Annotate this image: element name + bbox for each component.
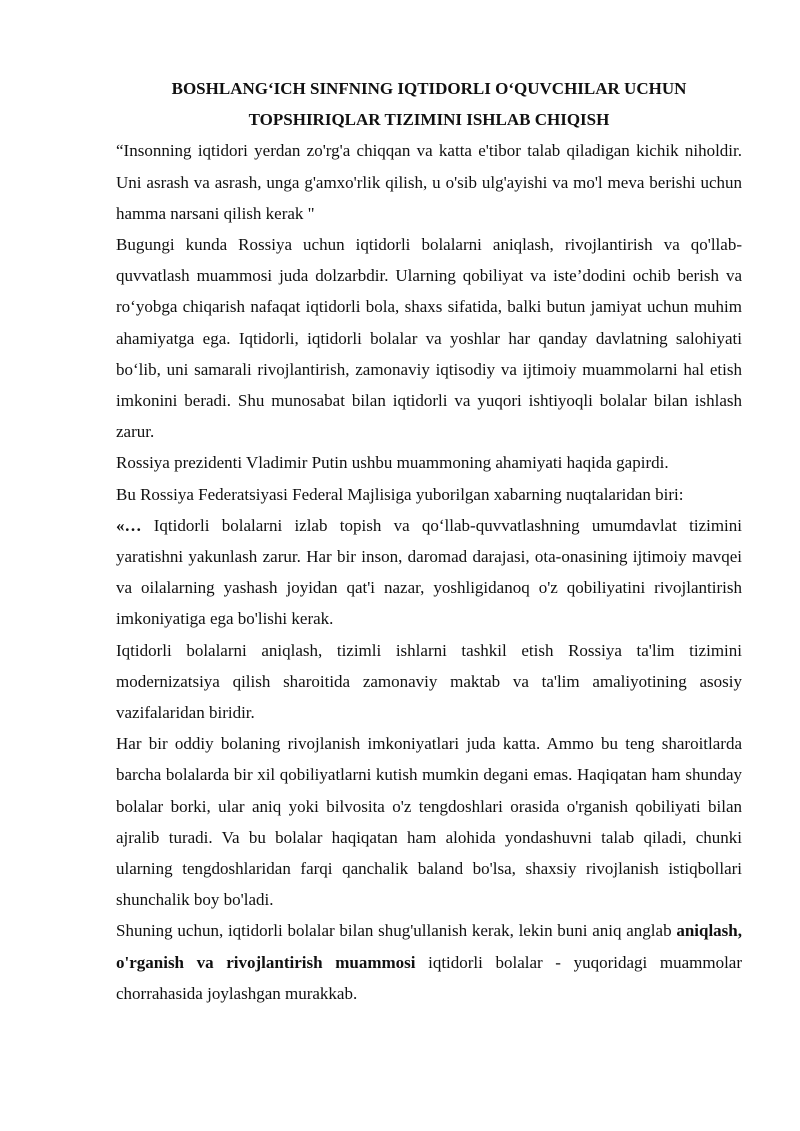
document-page bbox=[116, 73, 742, 1009]
paragraph-quote: “Insonning iqtidori yerdan zo'rg'a chiqqan va katta e'tibor talab qiladigan kichik niholdir. Uni asrash va asrash, unga g'amxo'rlik qilish, u o'sib ulg'ayishi va mo'l meva berishi uchun hamma narsani qilish kerak " bbox=[116, 141, 742, 223]
paragraph-message-quote bbox=[116, 510, 742, 635]
paragraph-conclusion bbox=[116, 915, 742, 1009]
conclusion-emphasis: aniqlash, o'rganish va rivojlantirish muammosi bbox=[116, 921, 742, 972]
message-quote-text: Iqtidorli bolalarni izlab topish va qo‘llab-quvvatlashning umumdavlat tizimini yaratishni yakunlash zarur. Har bir inson, daromad darajasi, ota-onasining ijtimoiy mavqei va oilalarning yashash joyidan qat'i nazar, yoshligidanoq o'z qobiliyatini rivojlantirish imkoniyatiga ega bo'lishi kerak. bbox=[116, 515, 742, 629]
conclusion-end: iqtidorli bolalar - yuqoridagi muammolar chorrahasida joylashgan murakkab. bbox=[116, 952, 743, 1003]
paragraph-opportunities: Har bir oddiy bolaning rivojlanish imkoniyatlari juda katta. Ammo bu teng sharoitlarda barcha bolalarda bir xil qobiliyatlarni kutish mumkin degani emas. Haqiqatan ham shunday bolalar borki, ular aniq yoki bilvosita o'z tengdoshlari orasida o'rganish qobiliyati bilan ajralib turadi. Va bu bolalar haqiqatan ham alohida yondashuvni talab qiladi, chunki ularning tengdoshlaridan farqi qanchalik baland bo'lsa, shaxsiy rivojlanish istiqbollari shunchalik boy bo'ladi. bbox=[116, 734, 742, 910]
conclusion-start: Shuning uchun, iqtidorli bolalar bilan shug'ullanish kerak, lekin buni aniq anglab bbox=[116, 921, 677, 941]
title-line-1: BOSHLANG‘ICH SINFNING IQTIDORLI O‘QUVCHILAR UCHUN bbox=[171, 79, 687, 98]
title-line-2: TOPSHIRIQLAR TIZIMINI ISHLAB CHIQISH bbox=[248, 110, 610, 130]
quote-mark: «… bbox=[116, 515, 142, 535]
paragraph-president: Rossiya prezidenti Vladimir Putin ushbu muammoning ahamiyati haqida gapirdi. bbox=[116, 453, 669, 473]
paragraph-intro: Bugungi kunda Rossiya uchun iqtidorli bolalarni aniqlash, rivojlantirish va qo'llab-quvvatlash muammosi juda dolzarbdir. Ularning qobiliyat va iste’dodini ochib berish va ro‘yobga chiqarish nafaqat iqtidorli bola, shaxs sifatida, balki butun jamiyat uchun muhim ahamiyatga ega. Iqtidorli, iqtidorli bolalar va yoshlar har qanday davlatning salohiyati bo‘lib, uni samarali rivojlantirish, zamonaviy iqtisodiy va ijtimoiy muammolarni hal etish imkonini beradi. Shu munosabat bilan iqtidorli va yuqori ishtiyoqli bolalar bilan ishlash zarur. bbox=[116, 235, 742, 442]
paragraph-message: Bu Rossiya Federatsiyasi Federal Majlisiga yuborilgan xabarning nuqtalaridan biri: bbox=[116, 484, 684, 504]
paragraph-modernization: Iqtidorli bolalarni aniqlash, tizimli ishlarni tashkil etish Rossiya ta'lim tizimini modernizatsiya qilish sharoitida zamonaviy maktab va ta'lim amaliyotining asosiy vazifalaridan biridir. bbox=[116, 640, 742, 723]
document-title bbox=[116, 73, 742, 135]
